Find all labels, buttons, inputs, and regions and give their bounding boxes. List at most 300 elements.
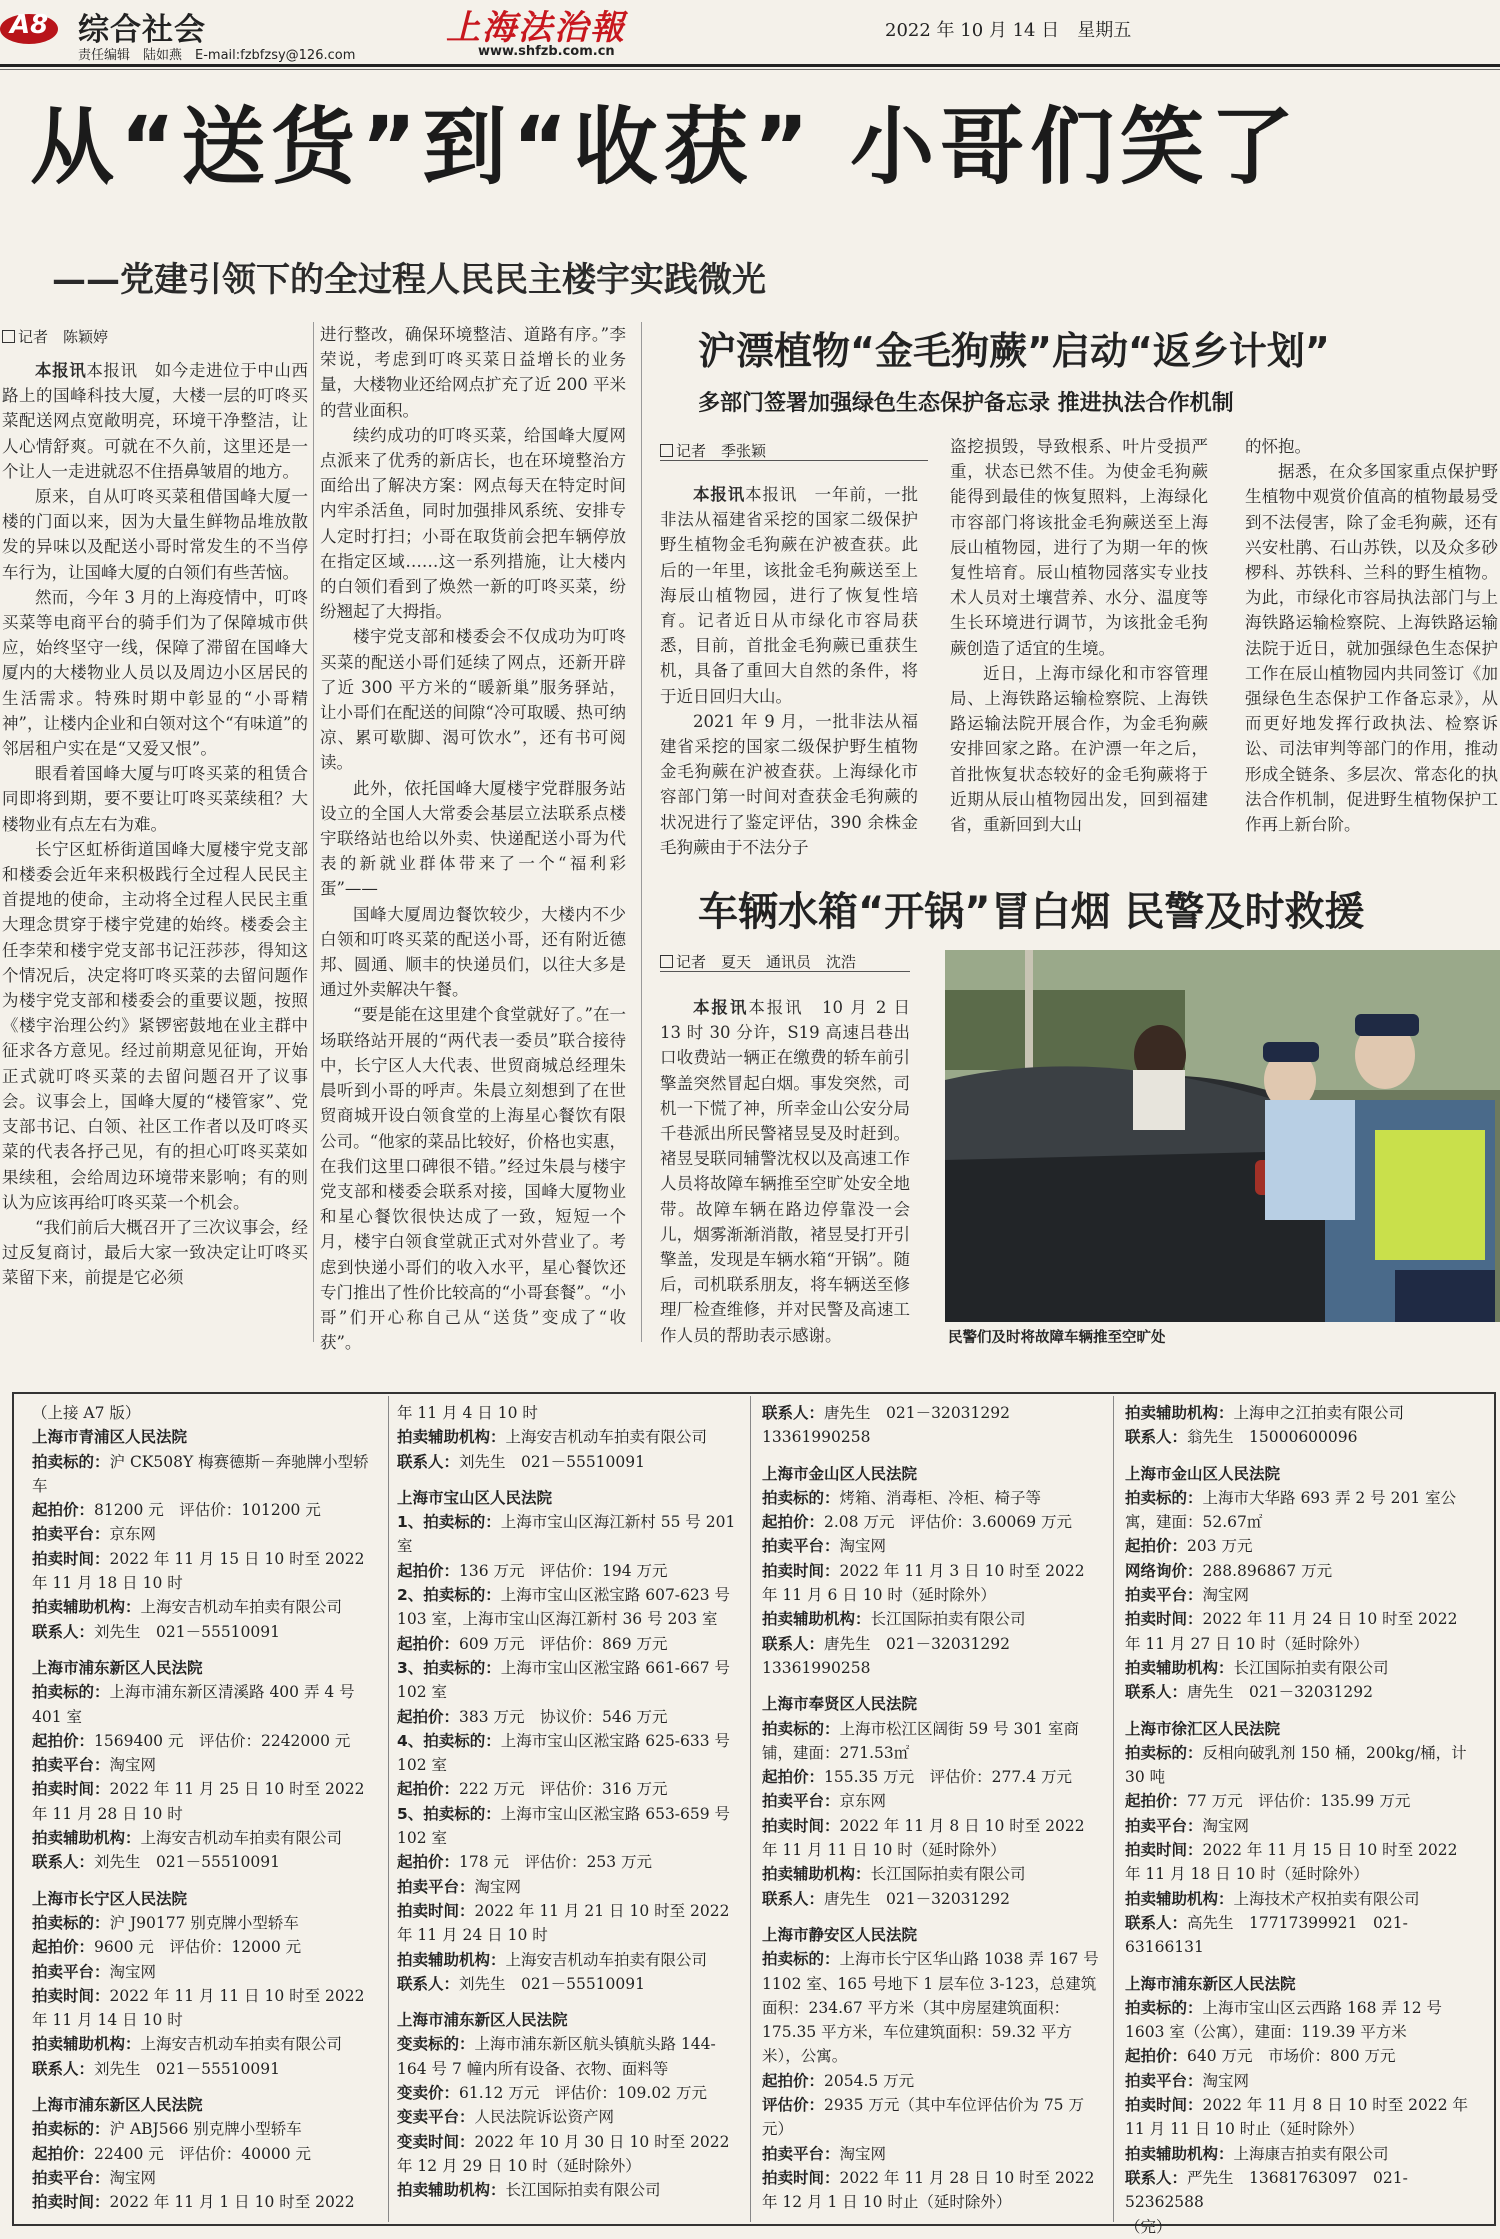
field-value: 沪 J90177 别克牌小型轿车 (109, 1913, 299, 1932)
paragraph: 盗挖损毁，导致根系、叶片受损严重，状态已然不佳。为使金毛狗蕨能得到最佳的恢复照料，上海绿化市容部门将该批金毛狗蕨送至上海辰山植物园，进行了为期一年的恢复性培育。辰山植物园落实专业技术人员对土壤营养、水分、温度等生长环境进行调节，为该批金毛狗蕨创造了适宜的生境。 (950, 437, 1208, 658)
paragraph (660, 482, 918, 709)
court-name: 上海市浦东新区人民法院 (32, 2096, 203, 2115)
paragraph: 国峰大厦周边餐饮较少，大楼内不少白领和叮咚买菜的配送小哥，还有附近德邦、圆通、顺丰的快递员们，以往大多是通过外卖解决午餐。 (320, 904, 626, 1000)
lead-column-1 (2, 358, 308, 1291)
auction-field (397, 1729, 740, 1778)
field-value: 9600 元 评估价：12000 元 (94, 1938, 302, 1957)
entry-gap (1125, 1705, 1470, 1717)
auction-field (32, 1753, 378, 1777)
paragraph: 近日，上海市绿化和市容管理局、上海铁路运输检察院、上海铁路运输法院开展合作，为金毛狗蕨安排回家之路。在沪漂一年之后，首批恢复状态较好的金毛狗蕨将于近期从辰山植物园出发，回到福建省，重新回到大山 (950, 663, 1208, 835)
field-value: 2022 年 11 月 11 日 10 时至 2022 年 11 月 14 日 10 时 (32, 1986, 365, 2030)
byline-rule (660, 460, 928, 461)
field-value: 淘宝网 (839, 2144, 887, 2163)
auction-field (32, 2190, 378, 2214)
auction-field (762, 1789, 1104, 1813)
field-value: 刘先生 021－55510091 (94, 1853, 280, 1872)
field-value: 淘宝网 (109, 1756, 157, 1775)
field-value: 77 万元 评估价：135.99 万元 (1187, 1792, 1411, 1811)
lead-byline (2, 326, 108, 347)
field-label: 联系人： (397, 1452, 460, 1471)
auction-field (32, 1850, 378, 1874)
field-label: 拍卖时间： (762, 1816, 840, 1835)
field-label: 起拍价： (762, 2071, 825, 2090)
field-label: 联系人： (1125, 1913, 1188, 1932)
lead-byline-text: 记者 陈颖婷 (18, 328, 109, 346)
editor-line: 责任编辑 陆如燕 E-mail:fzbfzsy@126.com (78, 48, 356, 63)
auction-divider (750, 1396, 751, 2222)
field-label: 拍卖平台： (1125, 1586, 1203, 1605)
field-value: 唐先生 021－32031292 (1187, 1683, 1373, 1702)
field-value: 长江国际拍卖有限公司 (870, 1865, 1026, 1884)
field-value: 640 万元 市场价：800 万元 (1187, 2047, 1396, 2066)
column-divider (641, 322, 642, 1342)
field-value: 淘宝网 (839, 1537, 887, 1556)
field-value: 烤箱、消毒柜、冷柜、椅子等 (839, 1488, 1042, 1507)
field-value: 2022 年 11 月 25 日 10 时至 2022 年 11 月 28 日 10 时 (32, 1780, 365, 1823)
field-value: 2022 年 10 月 30 日 10 时至 2022 年 12 月 29 日 10 时（延时除外） (397, 2132, 730, 2175)
field-value: 上海安吉机动车拍卖有限公司 (140, 1598, 343, 1617)
auction-field (1125, 1486, 1470, 1535)
story2-headline: 沪漂植物“金毛狗蕨”启动“返乡计划” (698, 329, 1330, 373)
field-value: 淘宝网 (474, 1877, 522, 1896)
field-label: 拍卖标的： (32, 1913, 110, 1932)
field-label: 1、拍卖标的： (397, 1513, 501, 1532)
story3-headline: 车辆水箱“开锅”冒白烟 民警及时救援 (698, 889, 1365, 935)
paragraph: 长宁区虹桥街道国峰大厦楼宇党支部和楼委会近年来积极践行全过程人民民主首提地的使命，主动将全过程人民民主重大理念贯穿于楼宇党建的始终。楼委会主任李荣和楼宇党支部书记汪莎莎，得知这个情况后，决定将叮咚买菜的去留问题作为楼宇党支部和楼委会的重要议题，按照《楼宇治理公约》紧锣密鼓地在业主群中征求各方意见。经过前期意见征询，开始正式就叮咚买菜的去留问题召开了议事会。议事会上，国峰大厦的“楼管家”、党支部书记、白领、社区工作者以及叮咚买菜的代表各抒己见，有的担心叮咚买菜如果续租，会给周边环境带来影响；有的则认为应该再给叮咚买菜一个机会。 (2, 839, 308, 1212)
auction-field (1125, 2166, 1470, 2215)
field-value: 上海安吉机动车拍卖有限公司 (505, 1950, 708, 1969)
court-name: 上海市金山区人民法院 (1125, 1464, 1281, 1483)
auction-field (762, 1534, 1104, 1558)
news-photo (945, 950, 1500, 1322)
auction-field (1125, 2044, 1470, 2068)
field-value: 2022 年 11 月 15 日 10 时至 2022 年 11 月 18 日 10 时 (32, 1549, 365, 1593)
field-value: 2022 年 11 月 8 日 10 时至 2022 年 11 月 11 日 10 时（延时除外） (762, 1816, 1085, 1860)
auction-column-1 (32, 1401, 378, 2215)
field-label: 起拍价： (32, 1731, 95, 1750)
court-name: 上海市青浦区人民法院 (32, 1428, 188, 1447)
auction-field (397, 1510, 740, 1559)
auction-field (32, 2142, 378, 2166)
field-label: 2、拍卖标的： (397, 1586, 501, 1605)
field-label: 拍卖平台： (397, 1877, 475, 1896)
auction-field (397, 1583, 740, 1632)
field-value: 2022 年 11 月 28 日 10 时至 2022 年 12 月 1 日 10 时止（延时除外） (762, 2168, 1095, 2212)
field-value: 刘先生 021－55510091 (94, 2059, 280, 2078)
field-label: 联系人： (762, 1404, 825, 1422)
lead-tag: 本报讯 (693, 998, 749, 1017)
field-label: 起拍价： (32, 1501, 95, 1520)
paragraph (660, 995, 910, 1348)
story2-byline (660, 440, 766, 461)
field-value: 203 万元 (1187, 1537, 1253, 1556)
auction-note: 年 11 月 4 日 10 时 (397, 1404, 538, 1422)
field-label: 拍卖时间： (1125, 1610, 1203, 1629)
story2-column-3 (1245, 434, 1498, 837)
auction-field (762, 1765, 1104, 1789)
auction-field (1125, 1559, 1470, 1583)
auction-field (1125, 1583, 1470, 1607)
field-value: 2022 年 11 月 15 日 10 时至 2022 年 11 月 18 日 10 时（延时除外） (1125, 1841, 1458, 1884)
field-value: 淘宝网 (109, 1962, 157, 1981)
header-rule-thin (0, 69, 1500, 70)
auction-field (1125, 1838, 1470, 1887)
auction-field (1125, 1741, 1470, 1790)
field-value: 上海市浦东新区航头镇航头路 144-164 号 7 幢内所有设备、衣物、面料等 (397, 2035, 716, 2078)
paragraph: 楼宇党支部和楼委会不仅成功为叮咚买菜的配送小哥们延续了网点，还新开辟了近 300 平方米的“暖新巢”服务驿站，让小哥们在配送的间隙“冷可取暖、热可纳凉、累可歇脚、渴可饮水”，还有书可阅读。 (320, 627, 626, 773)
entry-gap (1125, 1960, 1470, 1972)
auction-field (1125, 2069, 1470, 2093)
field-value: 京东网 (109, 1525, 157, 1544)
auction-field (397, 2032, 740, 2081)
auction-field (32, 1960, 378, 1984)
story2-column-1 (660, 482, 918, 860)
field-value: 上海市松江区阔街 59 号 301 室商铺，建面：271.53㎡ (762, 1719, 1080, 1762)
field-label: 拍卖平台： (32, 1525, 110, 1544)
auction-field (32, 1729, 378, 1753)
field-value: 上海安吉机动车拍卖有限公司 (140, 2035, 343, 2054)
page-number-badge (0, 4, 62, 48)
paragraph (2, 358, 308, 484)
field-value: 淘宝网 (1202, 1816, 1250, 1835)
field-label: 拍卖平台： (32, 2168, 110, 2187)
field-label: 拍卖辅助机构： (397, 2181, 506, 2200)
field-label: 拍卖辅助机构： (32, 1598, 141, 1617)
field-value: 上海市宝山区海江新村 55 号 201 室 (397, 1513, 736, 1556)
field-value: 上海市宝山区云西路 168 弄 12 号 1603 室（公寓），建面：119.39 平方米 (1125, 1998, 1443, 2042)
entry-gap (32, 2081, 378, 2093)
field-label: 起拍价： (32, 1938, 95, 1957)
field-label: 拍卖辅助机构： (1125, 1658, 1234, 1677)
auction-field (762, 1632, 1104, 1681)
story3-byline-text: 记者 夏天 通讯员 沈浩 (676, 953, 857, 971)
auction-field (32, 1595, 378, 1619)
field-label: 拍卖辅助机构： (1125, 1404, 1234, 1422)
field-label: 变卖标的： (397, 2035, 475, 2054)
entry-gap (32, 1875, 378, 1887)
auction-field (32, 2057, 378, 2081)
field-label: 拍卖标的： (1125, 1998, 1203, 2017)
paragraph: 据悉，在众多国家重点保护野生植物中观赏价值高的植物最易受到不法侵害，除了金毛狗蕨，还有兴安杜鹃、石山苏铁，以及众多砂椤科、苏铁科、兰科的野生植物。为此，市绿化市容局执法部门与上海铁路运输检察院、上海铁路运输法院于近日，就加强绿色生态保护工作在辰山植物园内共同签订《加强绿色生态保护工作备忘录》，从而更好地发挥行政执法、检察诉讼、司法审判等部门的作用，推动形成全链条、多层次、常态化的执法合作机制，促进野生植物保护工作再上新台阶。 (1245, 462, 1498, 835)
field-label: 评估价： (762, 2096, 825, 2115)
entry-gap (762, 1450, 1104, 1462)
story2-byline-text: 记者 季张颖 (676, 442, 767, 460)
auction-field (1125, 1814, 1470, 1838)
field-label: 起拍价： (1125, 2047, 1188, 2066)
field-label: 联系人： (32, 1622, 95, 1641)
auction-field (32, 1680, 378, 1729)
field-label: 拍卖平台： (762, 2144, 840, 2163)
photo-illustration (945, 950, 1500, 1322)
field-value: 1569400 元 评估价：2242000 元 (94, 1731, 351, 1750)
auction-divider (388, 1396, 389, 2222)
auction-field (762, 1947, 1104, 2068)
field-label: 拍卖辅助机构： (1125, 2144, 1234, 2163)
auction-field (1125, 2142, 1470, 2166)
lead-column-2 (320, 322, 626, 1355)
story3-byline (660, 951, 856, 972)
court-name: 上海市静安区人民法院 (762, 1925, 918, 1944)
auction-field (397, 1948, 740, 1972)
paragraph-text: 本报讯 10 月 2 日 13 时 30 分许，S19 高速吕巷出口收费站一辆正在缴费的轿车前引擎盖突然冒起白烟。事发突然，司机一下慌了神，所幸金山公安分局千巷派出所民警褚昱旻及时赶到。褚昱旻联同辅警沈权以及高速工作人员将故障车辆推至空旷处安全地带。故障车辆在路边停靠没一会儿，烟雾渐渐消散，褚昱旻打开引擎盖，发现是车辆水箱“开锅”。随后，司机联系朋友，将车辆送至修理厂检查维修，并对民警及高速工作人员的帮助表示感谢。 (660, 998, 911, 1345)
field-label: 拍卖时间： (397, 1901, 475, 1920)
field-label: 联系人： (762, 1634, 825, 1653)
field-value: 2935 万元（其中车位评估价为 75 万元） (762, 2096, 1084, 2139)
field-label: 变卖价： (397, 2084, 460, 2103)
entry-gap (32, 1644, 378, 1656)
field-label: 网络询价： (1125, 1561, 1203, 1580)
story2-subheadline: 多部门签署加强绿色生态保护备忘录 推进执法合作机制 (698, 391, 1234, 416)
court-name: 上海市浦东新区人民法院 (32, 1658, 203, 1677)
field-label: 4、拍卖标的： (397, 1731, 501, 1750)
entry-gap (397, 1474, 740, 1486)
lead-tag: 本报讯 (693, 485, 746, 504)
auction-field (1125, 1789, 1470, 1813)
auction-note: （上接 A7 版） (32, 1404, 141, 1422)
field-value: 383 万元 协议价：546 万元 (459, 1707, 668, 1726)
auction-field (1125, 1887, 1470, 1911)
field-value: 唐先生 021－32031292 (824, 1889, 1010, 1908)
lead-tag: 本报讯 (35, 361, 87, 380)
field-value: 沪 ABJ566 别克牌小型轿车 (109, 2120, 302, 2139)
auction-field (32, 2166, 378, 2190)
court-name: 上海市金山区人民法院 (762, 1464, 918, 1483)
field-label: 起拍价： (1125, 1537, 1188, 1556)
field-value: 上海市宝山区淞宝路 625-633 号 102 室 (397, 1731, 731, 1775)
paragraph: 然而，今年 3 月的上海疫情中，叮咚买菜等电商平台的骑手们为了保障城市供应，始终坚守一线，保障了滞留在国峰大厦内的大楼物业人员以及周边小区居民的生活需求。特殊时期中彰显的“小哥精神”，让楼内企业和白领对这个“有味道”的邻居租户实在是“又爱又恨”。 (2, 587, 308, 759)
auction-column-2 (397, 1401, 740, 2203)
field-label: 拍卖辅助机构： (32, 2035, 141, 2054)
field-label: 拍卖时间： (32, 1549, 110, 1568)
paragraph: 进行整改，确保环境整洁、道路有序。”李荣说，考虑到叮咚买菜日益增长的业务量，大楼物业还给网点扩充了近 200 平米的营业面积。 (320, 325, 626, 420)
field-label: 3、拍卖标的： (397, 1658, 501, 1677)
field-label: 拍卖时间： (1125, 2096, 1203, 2115)
field-label: 拍卖平台： (762, 1792, 840, 1811)
field-value: 上海市浦东新区清溪路 400 弄 4 号 401 室 (32, 1683, 355, 1726)
auction-field (397, 1705, 740, 1729)
field-value: 155.35 万元 评估价：277.4 万元 (824, 1768, 1072, 1787)
paragraph: 此外，依托国峰大厦楼宇党群服务站设立的全国人大常委会基层立法联系点楼宇联络站也给以外卖、快递配送小哥为代表的新就业群体带来了一个“福利彩蛋”—— (320, 778, 626, 899)
auction-field (762, 1559, 1104, 1608)
field-value: 上海市宝山区淞宝路 653-659 号 102 室 (397, 1804, 731, 1848)
story3-body (660, 995, 910, 1348)
byline-box-icon (660, 444, 673, 457)
auction-field (397, 1875, 740, 1899)
field-value: 长江国际拍卖有限公司 (505, 2181, 661, 2200)
auction-field (1125, 1680, 1470, 1704)
entry-gap (762, 1680, 1104, 1692)
field-label: 拍卖标的： (762, 1719, 840, 1738)
field-label: 联系人： (1125, 1428, 1188, 1447)
field-label: 起拍价： (762, 1513, 825, 1532)
auction-field (397, 1656, 740, 1705)
field-label: 变卖平台： (397, 2108, 475, 2127)
field-label: 联系人： (1125, 2168, 1188, 2187)
field-label: 拍卖标的： (1125, 1488, 1203, 1507)
lead-headline: 从“送货”到“收获” 小哥们笑了 (30, 98, 1301, 196)
column-divider (313, 322, 314, 1342)
auction-field (1125, 1656, 1470, 1680)
field-value: 22400 元 评估价：40000 元 (94, 2144, 311, 2163)
paragraph: 2021 年 9 月，一批非法从福建省采挖的国家二级保护野生植物金毛狗蕨在沪被查获。上海绿化市容部门第一时间对查获金毛狗蕨的状况进行了鉴定评估，390 余株金毛狗蕨由于不法分子 (660, 711, 918, 857)
field-value: 淘宝网 (109, 2168, 157, 2187)
field-value: 2022 年 11 月 3 日 10 时至 2022 年 11 月 6 日 10 时（延时除外） (762, 1561, 1085, 1605)
auction-field (397, 1450, 740, 1474)
issue-date: 2022 年 10 月 14 日 星期五 (885, 20, 1132, 41)
auction-field (397, 2130, 740, 2179)
field-value: 刘先生 021－55510091 (94, 1622, 280, 1641)
auction-field (397, 1972, 740, 1996)
field-value: 2022 年 11 月 8 日 10 时至 2022 年 11 月 11 日 10 时止（延时除外） (1125, 2096, 1469, 2139)
auction-field (762, 1717, 1104, 1766)
auction-note: （完） (1125, 2217, 1172, 2236)
court-name: 上海市浦东新区人民法院 (397, 2011, 568, 2030)
field-label: 拍卖平台： (762, 1537, 840, 1556)
field-label: 起拍价： (762, 1768, 825, 1787)
paragraph: 续约成功的叮咚买菜，给国峰大厦网点派来了优秀的新店长，也在环境整治方面给出了解决方案：网点每天在特定时间内牢杀活鱼，同时加强排风系统、安排专人定时打扫；小哥在取货前会把车辆停放在指定区域……这一系列措施，让大楼内的白领们看到了焕然一新的叮咚买菜，纷纷翘起了大拇指。 (320, 425, 626, 622)
field-value: 609 万元 评估价：869 万元 (459, 1634, 668, 1653)
field-label: 起拍价： (1125, 1792, 1188, 1811)
field-value: 上海申之江拍卖有限公司 (1233, 1404, 1405, 1422)
court-name: 上海市徐汇区人民法院 (1125, 1719, 1281, 1738)
auction-field (762, 2093, 1104, 2142)
auction-field (397, 1632, 740, 1656)
field-label: 联系人： (32, 2059, 95, 2078)
auction-field (397, 1425, 740, 1449)
auction-field (397, 1899, 740, 1948)
auction-field (397, 1802, 740, 1851)
field-value: 178 元 评估价：253 万元 (459, 1853, 653, 1872)
field-value: 人民法院诉讼资产网 (474, 2108, 615, 2127)
auction-field (32, 1826, 378, 1850)
field-label: 拍卖标的： (32, 2120, 110, 2139)
field-value: 上海市宝山区淞宝路 661-667 号 102 室 (397, 1658, 731, 1702)
field-label: 5、拍卖标的： (397, 1804, 501, 1823)
field-value: 沪 CK508Y 梅赛德斯－奔驰牌小型轿车 (32, 1452, 369, 1495)
field-label: 联系人： (397, 1974, 460, 1993)
auction-field (397, 2178, 740, 2202)
field-value: 长江国际拍卖有限公司 (1233, 1658, 1389, 1677)
auction-field (32, 1620, 378, 1644)
website: www.shfzb.com.cn (478, 44, 615, 59)
auction-field (397, 1850, 740, 1874)
auction-field (32, 2117, 378, 2141)
auction-field (762, 1862, 1104, 1886)
field-label: 拍卖时间： (762, 1561, 840, 1580)
court-name: 上海市浦东新区人民法院 (1125, 1974, 1296, 1993)
auction-field (1125, 2093, 1470, 2142)
paragraph: 原来，自从叮咚买菜租借国峰大厦一楼的门面以来，因为大量生鲜物品堆放散发的异味以及配送小哥时常发生的不当停车行为，让国峰大厦的白领们有些苦恼。 (2, 487, 308, 582)
field-label: 拍卖标的： (1125, 1743, 1203, 1762)
court-name: 上海市奉贤区人民法院 (762, 1695, 918, 1714)
field-value: 222 万元 评估价：316 万元 (459, 1780, 668, 1799)
field-value: 翁先生 15000600096 (1187, 1428, 1358, 1447)
field-label: 拍卖平台： (32, 1756, 110, 1775)
field-value: 81200 元 评估价：101200 元 (94, 1501, 321, 1520)
field-value: 反相向破乳剂 150 桶，200kg/桶，计 30 吨 (1125, 1743, 1467, 1787)
auction-column-4 (1125, 1401, 1470, 2239)
field-value: 上海市大华路 693 弄 2 号 201 室公寓，建面：52.67㎡ (1125, 1488, 1457, 1532)
auction-field (397, 2105, 740, 2129)
byline-box-icon (660, 955, 673, 968)
field-value: 2022 年 11 月 1 日 10 时至 2022 (109, 2193, 355, 2212)
field-label: 拍卖平台： (1125, 1816, 1203, 1835)
field-value: 上海康吉拍卖有限公司 (1233, 2144, 1389, 2163)
auction-field (32, 1935, 378, 1959)
auction-field (1125, 1425, 1470, 1449)
field-value: 288.896867 万元 (1202, 1561, 1333, 1580)
field-label: 拍卖平台： (1125, 2071, 1203, 2090)
field-label: 拍卖时间： (762, 2168, 840, 2187)
page-number: A8 (10, 10, 49, 40)
masthead-logo: 上海法治報 (446, 8, 626, 48)
field-label: 拍卖标的： (32, 1683, 110, 1702)
field-label: 起拍价： (397, 1634, 460, 1653)
auction-field (762, 2142, 1104, 2166)
auction-field (32, 1522, 378, 1546)
auction-field (1125, 1534, 1470, 1558)
field-value: 刘先生 021－55510091 (459, 1974, 645, 1993)
field-label: 起拍价： (32, 2144, 95, 2163)
auction-divider (1113, 1396, 1114, 2222)
field-label: 拍卖时间： (32, 2193, 110, 2212)
lead-subheadline: ——党建引领下的全过程人民民主楼宇实践微光 (52, 260, 766, 300)
field-label: 起拍价： (397, 1561, 460, 1580)
field-label: 联系人： (762, 1889, 825, 1908)
auction-field (32, 1911, 378, 1935)
byline-rule (660, 971, 910, 972)
court-name: 上海市宝山区人民法院 (397, 1488, 553, 1507)
field-label: 变卖时间： (397, 2132, 475, 2151)
byline-box-icon (2, 330, 15, 343)
field-value: 唐先生 021－32031292 13361990258 (762, 1634, 1026, 1677)
field-value: 上海安吉机动车拍卖有限公司 (505, 1428, 708, 1447)
field-value: 京东网 (839, 1792, 887, 1811)
auction-field (762, 1510, 1104, 1534)
field-label: 起拍价： (397, 1707, 460, 1726)
field-label: 拍卖辅助机构： (762, 1610, 871, 1629)
auction-field (762, 1887, 1104, 1911)
field-value: 上海技术产权拍卖有限公司 (1233, 1889, 1420, 1908)
paragraph: 的怀抱。 (1245, 437, 1311, 456)
auction-field (762, 1814, 1104, 1863)
field-label: 拍卖标的： (32, 1452, 110, 1471)
field-value: 刘先生 021－55510091 (459, 1452, 645, 1471)
field-value: 2.08 万元 评估价：3.60069 万元 (824, 1513, 1072, 1532)
photo-caption: 民警们及时将故障车辆推至空旷处 (948, 1330, 1166, 1346)
auction-column-3 (762, 1401, 1104, 2215)
header-rule-thick (0, 64, 1500, 67)
field-value: 严先生 13681763097 021-52362588 (1125, 2168, 1408, 2212)
field-value: 2054.5 万元 (824, 2071, 915, 2090)
field-label: 拍卖时间： (32, 1780, 110, 1799)
entry-gap (397, 1996, 740, 2008)
auction-field (397, 1559, 740, 1583)
field-label: 拍卖时间： (1125, 1841, 1203, 1860)
entry-gap (1125, 1450, 1470, 1462)
field-label: 起拍价： (397, 1853, 460, 1872)
field-value: 上海市长宁区华山路 1038 弄 167 号 1102 室、165 号地下 1 层车位 3-123，总建筑面积：234.67 平方米（其中房屋建筑面积：175.35 平方米，车位建筑面积：59.32 平方米），公寓。 (762, 1950, 1099, 2066)
field-value: 上海安吉机动车拍卖有限公司 (140, 1829, 343, 1848)
field-label: 拍卖平台： (32, 1962, 110, 1981)
field-label: 拍卖标的： (762, 1488, 840, 1507)
field-value: 淘宝网 (1202, 2071, 1250, 2090)
auction-field (1125, 1607, 1470, 1656)
auction-field (32, 1984, 378, 2033)
paragraph-text: 本报讯 一年前，一批非法从福建省采挖的国家二级保护野生植物金毛狗蕨在沪被查获。此后的一年里，该批金毛狗蕨送至上海辰山植物园，进行了恢复性培育。记者近日从市绿化市容局获悉，目前，首批金毛狗蕨已重获生机，具备了重回大自然的条件，将于近日回归大山。 (660, 485, 918, 706)
field-label: 拍卖辅助机构： (1125, 1889, 1234, 1908)
field-value: 长江国际拍卖有限公司 (870, 1610, 1026, 1629)
